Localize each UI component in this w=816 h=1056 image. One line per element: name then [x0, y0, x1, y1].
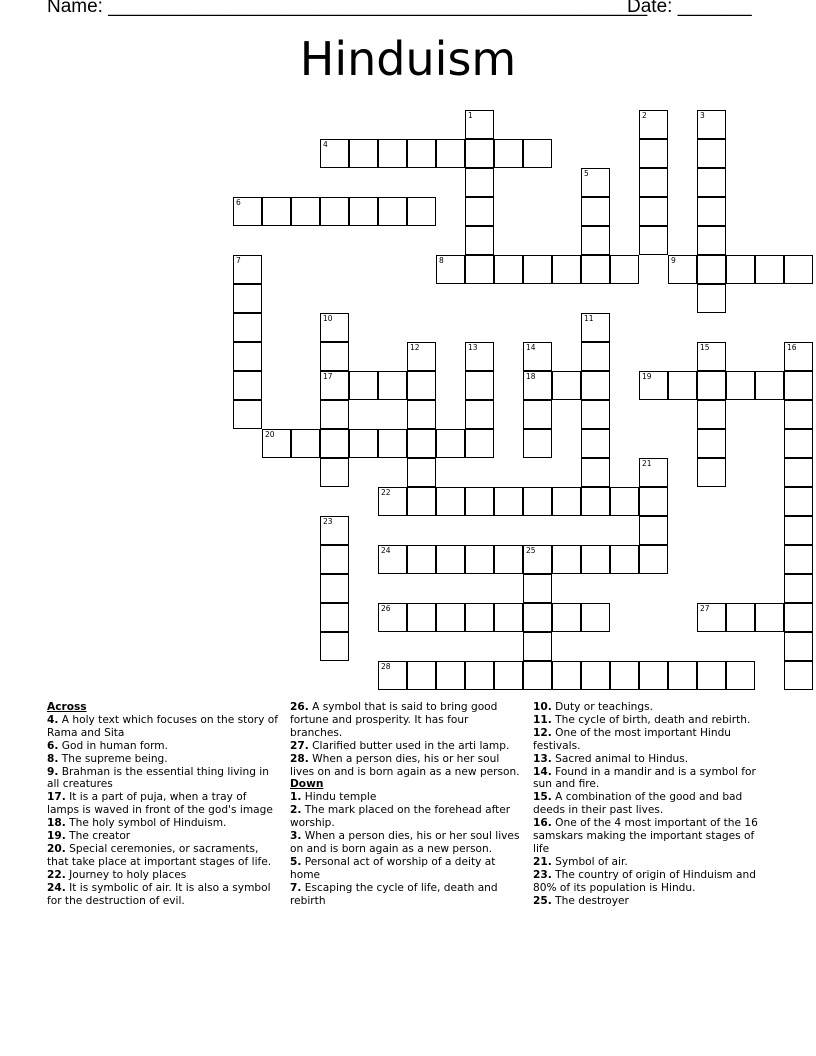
crossword-cell[interactable]	[407, 661, 436, 690]
clue-item	[47, 740, 279, 753]
page-title: Hinduism	[299, 32, 517, 86]
crossword-cell[interactable]	[697, 400, 726, 429]
crossword-cell[interactable]	[639, 226, 668, 255]
clue-text: Escaping the cycle of life, death and rebirth	[290, 881, 498, 907]
crossword-cell[interactable]	[407, 342, 436, 371]
clue-number: 4	[323, 140, 328, 149]
clue-number: 7.	[290, 881, 302, 894]
crossword-cell[interactable]	[378, 603, 407, 632]
clue-number: 12.	[533, 726, 552, 739]
clue-number: 11.	[533, 713, 552, 726]
clue-item	[533, 753, 773, 766]
clue-item	[533, 869, 773, 895]
clue-text: When a person dies, his or her soul lives on and is born again as a new person.	[290, 752, 520, 778]
clue-item	[533, 856, 773, 869]
clue-number: 28	[381, 662, 391, 671]
clue-number: 17	[323, 372, 333, 381]
clue-item	[47, 766, 279, 792]
crossword-cell[interactable]	[697, 168, 726, 197]
clue-text: A holy text which focuses on the story of Rama and Sita	[47, 713, 279, 739]
crossword-cell[interactable]	[465, 603, 494, 632]
crossword-cell[interactable]	[436, 139, 465, 168]
crossword-cell[interactable]	[581, 342, 610, 371]
clue-number: 19.	[47, 830, 66, 843]
crossword-cell[interactable]	[320, 197, 349, 226]
clue-number: 7	[236, 256, 241, 265]
crossword-cell[interactable]	[697, 197, 726, 226]
crossword-cell[interactable]	[465, 371, 494, 400]
crossword-cell[interactable]	[784, 632, 813, 661]
crossword-cell[interactable]	[378, 197, 407, 226]
crossword-cell[interactable]	[639, 661, 668, 690]
crossword-cell[interactable]	[407, 139, 436, 168]
crossword-cell[interactable]	[639, 110, 668, 139]
crossword-cell[interactable]	[697, 226, 726, 255]
crossword-cell[interactable]	[465, 400, 494, 429]
clue-text: The cycle of birth, death and rebirth.	[551, 713, 751, 726]
crossword-cell[interactable]	[233, 342, 262, 371]
clue-number: 26	[381, 604, 391, 613]
clue-number: 15.	[533, 791, 552, 804]
clue-number: 5	[584, 169, 589, 178]
clue-item	[47, 791, 279, 817]
clue-text: The country of origin of Hinduism and 80% of its population is Hindu.	[533, 868, 756, 894]
crossword-cell[interactable]	[465, 342, 494, 371]
crossword-cell[interactable]	[262, 197, 291, 226]
clue-item	[47, 830, 279, 843]
crossword-cell[interactable]	[610, 255, 639, 284]
crossword-cell[interactable]	[668, 371, 697, 400]
crossword-cell[interactable]	[581, 255, 610, 284]
crossword-cell[interactable]	[552, 545, 581, 574]
crossword-cell[interactable]	[407, 487, 436, 516]
clue-number: 10	[323, 314, 333, 323]
clue-number: 20.	[47, 842, 66, 855]
clue-number: 17.	[47, 791, 66, 804]
crossword-cell[interactable]	[465, 226, 494, 255]
clue-number: 24.	[47, 881, 66, 894]
clue-number: 4.	[47, 713, 59, 726]
crossword-cell[interactable]	[697, 603, 726, 632]
clue-item	[533, 727, 773, 753]
crossword-cell[interactable]	[639, 197, 668, 226]
crossword-cell[interactable]	[581, 603, 610, 632]
clue-number: 19	[642, 372, 652, 381]
clue-text: Symbol of air.	[551, 855, 628, 868]
crossword-cell[interactable]	[523, 139, 552, 168]
crossword-cell[interactable]	[436, 429, 465, 458]
crossword-cell[interactable]	[233, 371, 262, 400]
crossword-cell[interactable]	[784, 545, 813, 574]
clue-number: 6	[236, 198, 241, 207]
crossword-cell[interactable]	[436, 545, 465, 574]
crossword-cell[interactable]	[784, 371, 813, 400]
clue-item	[47, 869, 279, 882]
clue-item	[47, 714, 279, 740]
clue-text: One of the 4 most important of the 16 samskars making the important stages of life	[533, 817, 758, 855]
clue-item	[290, 830, 522, 856]
clue-text: A combination of the good and bad deeds in their past lives.	[533, 791, 743, 817]
crossword-cell[interactable]	[349, 429, 378, 458]
clue-number: 10.	[533, 701, 552, 713]
crossword-cell[interactable]	[552, 255, 581, 284]
clue-number: 9.	[47, 765, 59, 778]
crossword-cell[interactable]	[523, 574, 552, 603]
crossword-cell[interactable]	[436, 255, 465, 284]
crossword-cell[interactable]	[494, 545, 523, 574]
crossword-cell[interactable]	[378, 139, 407, 168]
crossword-cell[interactable]	[755, 603, 784, 632]
clue-text: Duty or teachings.	[551, 701, 653, 713]
clue-number: 16.	[533, 817, 552, 830]
crossword-cell[interactable]	[523, 545, 552, 574]
clue-number: 27.	[290, 739, 309, 752]
clue-item	[533, 766, 773, 792]
crossword-cell[interactable]	[610, 487, 639, 516]
clues-column-3	[533, 701, 773, 908]
clue-number: 12	[410, 343, 420, 352]
crossword-cell[interactable]	[581, 458, 610, 487]
crossword-cell[interactable]	[784, 487, 813, 516]
clue-number: 18.	[47, 817, 66, 830]
clue-text: Journey to holy places	[65, 868, 187, 881]
crossword-cell[interactable]	[523, 429, 552, 458]
crossword-cell[interactable]	[320, 139, 349, 168]
crossword-cell[interactable]	[320, 632, 349, 661]
crossword-cell[interactable]	[465, 168, 494, 197]
clue-item	[290, 856, 522, 882]
clue-number: 22	[381, 488, 391, 497]
crossword-cell[interactable]	[639, 168, 668, 197]
clue-text: The destroyer	[551, 894, 629, 907]
crossword-cell[interactable]	[726, 661, 755, 690]
clue-item	[533, 817, 773, 856]
clue-text: Sacred animal to Hindus.	[551, 752, 689, 765]
crossword-cell[interactable]	[784, 255, 813, 284]
clue-number: 16	[787, 343, 797, 352]
crossword-cell[interactable]	[494, 661, 523, 690]
clue-text: The creator	[65, 830, 131, 843]
crossword-cell[interactable]	[755, 371, 784, 400]
crossword-cell[interactable]	[320, 458, 349, 487]
crossword-cell[interactable]	[233, 313, 262, 342]
crossword-cell[interactable]	[697, 371, 726, 400]
name-field: Name: ___________________________________________________	[47, 0, 648, 17]
crossword-cell[interactable]	[726, 255, 755, 284]
clue-number: 8.	[47, 752, 59, 765]
clue-item	[533, 714, 773, 727]
clue-text: A symbol that is said to bring good fortune and prosperity. It has four branches.	[290, 701, 498, 739]
crossword-cell[interactable]	[581, 371, 610, 400]
crossword-cell[interactable]	[465, 429, 494, 458]
crossword-cell[interactable]	[378, 545, 407, 574]
crossword-cell[interactable]	[639, 545, 668, 574]
crossword-cell[interactable]	[349, 139, 378, 168]
crossword-cell[interactable]	[262, 429, 291, 458]
crossword-cell[interactable]	[320, 342, 349, 371]
crossword-cell[interactable]	[407, 429, 436, 458]
clue-item	[533, 791, 773, 817]
crossword-cell[interactable]	[494, 603, 523, 632]
crossword-cell[interactable]	[726, 603, 755, 632]
clue-text: Clarified butter used in the arti lamp.	[308, 739, 510, 752]
clue-number: 14	[526, 343, 536, 352]
clues-column-1	[47, 701, 279, 908]
crossword-cell[interactable]	[784, 400, 813, 429]
clue-item	[290, 753, 522, 779]
crossword-cell[interactable]	[407, 545, 436, 574]
crossword-cell[interactable]	[320, 574, 349, 603]
clue-number: 24	[381, 546, 391, 555]
clue-item	[290, 740, 522, 753]
crossword-cell[interactable]	[465, 255, 494, 284]
crossword-cell[interactable]	[320, 516, 349, 545]
across-heading: Across	[47, 701, 87, 713]
clue-number: 14.	[533, 765, 552, 778]
clue-number: 23.	[533, 868, 552, 881]
clue-number: 1.	[290, 791, 302, 804]
crossword-cell[interactable]	[697, 139, 726, 168]
crossword-cell[interactable]	[552, 487, 581, 516]
crossword-cell[interactable]	[639, 139, 668, 168]
crossword-cell[interactable]	[523, 255, 552, 284]
clue-text: The mark placed on the forehead after worship.	[290, 804, 511, 830]
crossword-cell[interactable]	[349, 197, 378, 226]
crossword-cell[interactable]	[407, 400, 436, 429]
crossword-cell[interactable]	[697, 255, 726, 284]
crossword-cell[interactable]	[523, 661, 552, 690]
crossword-cell[interactable]	[320, 313, 349, 342]
crossword-cell[interactable]	[494, 255, 523, 284]
clue-item	[533, 895, 773, 908]
crossword-cell[interactable]	[465, 661, 494, 690]
crossword-cell[interactable]	[668, 255, 697, 284]
clue-number: 21.	[533, 855, 552, 868]
clue-number: 8	[439, 256, 444, 265]
clue-text: Hindu temple	[301, 791, 377, 804]
crossword-cell[interactable]	[639, 371, 668, 400]
crossword-cell[interactable]	[436, 603, 465, 632]
crossword-cell[interactable]	[639, 487, 668, 516]
crossword-cell[interactable]	[378, 661, 407, 690]
clue-text: Special ceremonies, or sacraments, that take place at important stages of life.	[47, 842, 272, 868]
crossword-cell[interactable]	[552, 603, 581, 632]
crossword-cell[interactable]	[233, 197, 262, 226]
clue-number: 2	[642, 111, 647, 120]
crossword-cell[interactable]	[697, 661, 726, 690]
crossword-cell[interactable]	[320, 603, 349, 632]
crossword-cell[interactable]	[523, 487, 552, 516]
crossword-cell[interactable]	[436, 661, 465, 690]
clue-number: 3.	[290, 830, 302, 843]
clue-number: 22.	[47, 868, 66, 881]
crossword-cell[interactable]	[639, 458, 668, 487]
clue-number: 5.	[290, 855, 302, 868]
clue-item	[47, 753, 279, 766]
clue-number: 25	[526, 546, 536, 555]
clue-item	[47, 843, 279, 869]
crossword-cell[interactable]	[784, 516, 813, 545]
crossword-cell[interactable]	[697, 458, 726, 487]
crossword-cell[interactable]	[407, 458, 436, 487]
clue-number: 23	[323, 517, 333, 526]
clue-item	[290, 804, 522, 830]
crossword-cell[interactable]	[523, 371, 552, 400]
crossword-cell[interactable]	[697, 342, 726, 371]
crossword-cell[interactable]	[349, 371, 378, 400]
crossword-cell[interactable]	[378, 487, 407, 516]
crossword-cell[interactable]	[784, 342, 813, 371]
clue-item	[533, 701, 773, 714]
clue-number: 1	[468, 111, 473, 120]
crossword-cell[interactable]	[610, 661, 639, 690]
clues-column-2	[290, 701, 522, 908]
crossword-cell[interactable]	[784, 603, 813, 632]
crossword-cell[interactable]	[581, 661, 610, 690]
crossword-cell[interactable]	[407, 371, 436, 400]
clue-number: 6.	[47, 739, 59, 752]
crossword-cell[interactable]	[378, 371, 407, 400]
clue-number: 9	[671, 256, 676, 265]
clue-number: 18	[526, 372, 536, 381]
crossword-cell[interactable]	[552, 661, 581, 690]
crossword-cell[interactable]	[581, 400, 610, 429]
crossword-cell[interactable]	[581, 197, 610, 226]
clue-text: Found in a mandir and is a symbol for sun and fire.	[533, 765, 756, 791]
crossword-cell[interactable]	[581, 429, 610, 458]
clue-item	[290, 882, 522, 908]
clue-item	[290, 701, 522, 740]
crossword-cell[interactable]	[407, 603, 436, 632]
crossword-cell[interactable]	[639, 516, 668, 545]
crossword-cell[interactable]	[291, 197, 320, 226]
clue-number: 28.	[290, 752, 309, 765]
crossword-cell[interactable]	[494, 139, 523, 168]
clue-text: When a person dies, his or her soul lives on and is born again as a new person.	[290, 830, 520, 855]
crossword-cell[interactable]	[320, 545, 349, 574]
clue-text: It is symbolic of air. It is also a symbol for the destruction of evil.	[47, 881, 271, 907]
clue-text: God in human form.	[58, 739, 168, 752]
clue-number: 3	[700, 111, 705, 120]
crossword-cell[interactable]	[552, 371, 581, 400]
crossword-cell[interactable]	[523, 400, 552, 429]
crossword-cell[interactable]	[407, 197, 436, 226]
clue-text: Brahman is the essential thing living in all creatures	[47, 765, 269, 791]
crossword-cell[interactable]	[291, 429, 320, 458]
crossword-cell[interactable]	[494, 487, 523, 516]
crossword-cell[interactable]	[581, 168, 610, 197]
crossword-cell[interactable]	[784, 458, 813, 487]
crossword-cell[interactable]	[233, 284, 262, 313]
clue-text: Personal act of worship of a deity at home	[290, 855, 496, 881]
clue-number: 11	[584, 314, 594, 323]
clue-item	[290, 791, 522, 804]
crossword-cell[interactable]	[465, 139, 494, 168]
crossword-cell[interactable]	[784, 574, 813, 603]
crossword-cell[interactable]	[726, 371, 755, 400]
crossword-cell[interactable]	[233, 255, 262, 284]
clue-number: 26.	[290, 701, 309, 713]
crossword-cell[interactable]	[436, 487, 465, 516]
date-field: Date: _______	[627, 0, 752, 17]
clue-number: 13	[468, 343, 478, 352]
crossword-cell[interactable]	[523, 342, 552, 371]
crossword-cell[interactable]	[755, 255, 784, 284]
crossword-cell[interactable]	[581, 487, 610, 516]
crossword-cell[interactable]	[523, 632, 552, 661]
clue-number: 20	[265, 430, 275, 439]
crossword-cell[interactable]	[465, 545, 494, 574]
clue-text: The holy symbol of Hinduism.	[65, 817, 227, 830]
crossword-cell[interactable]	[668, 661, 697, 690]
crossword-cell[interactable]	[581, 545, 610, 574]
crossword-cell[interactable]	[581, 313, 610, 342]
crossword-cell[interactable]	[378, 429, 407, 458]
clue-number: 2.	[290, 804, 302, 817]
crossword-cell[interactable]	[697, 429, 726, 458]
crossword-cell[interactable]	[320, 400, 349, 429]
crossword-cell[interactable]	[320, 429, 349, 458]
crossword-cell[interactable]	[697, 284, 726, 313]
clue-number: 21	[642, 459, 652, 468]
crossword-cell[interactable]	[610, 545, 639, 574]
crossword-cell[interactable]	[784, 429, 813, 458]
clue-number: 15	[700, 343, 710, 352]
clue-item	[47, 882, 279, 908]
clue-number: 13.	[533, 752, 552, 765]
clue-text: It is a part of puja, when a tray of lamps is waved in front of the god's image	[47, 791, 273, 817]
clue-number: 25.	[533, 894, 552, 907]
clue-text: The supreme being.	[58, 752, 168, 765]
crossword-cell[interactable]	[581, 226, 610, 255]
crossword-cell[interactable]	[465, 487, 494, 516]
crossword-cell[interactable]	[465, 197, 494, 226]
crossword-cell[interactable]	[233, 400, 262, 429]
crossword-cell[interactable]	[697, 110, 726, 139]
crossword-cell[interactable]	[523, 603, 552, 632]
clue-text: One of the most important Hindu festivals.	[533, 726, 732, 752]
down-heading: Down	[290, 778, 324, 791]
clue-item	[47, 817, 279, 830]
crossword-cell[interactable]	[465, 110, 494, 139]
crossword-cell[interactable]	[320, 371, 349, 400]
crossword-cell[interactable]	[784, 661, 813, 690]
clue-number: 27	[700, 604, 710, 613]
